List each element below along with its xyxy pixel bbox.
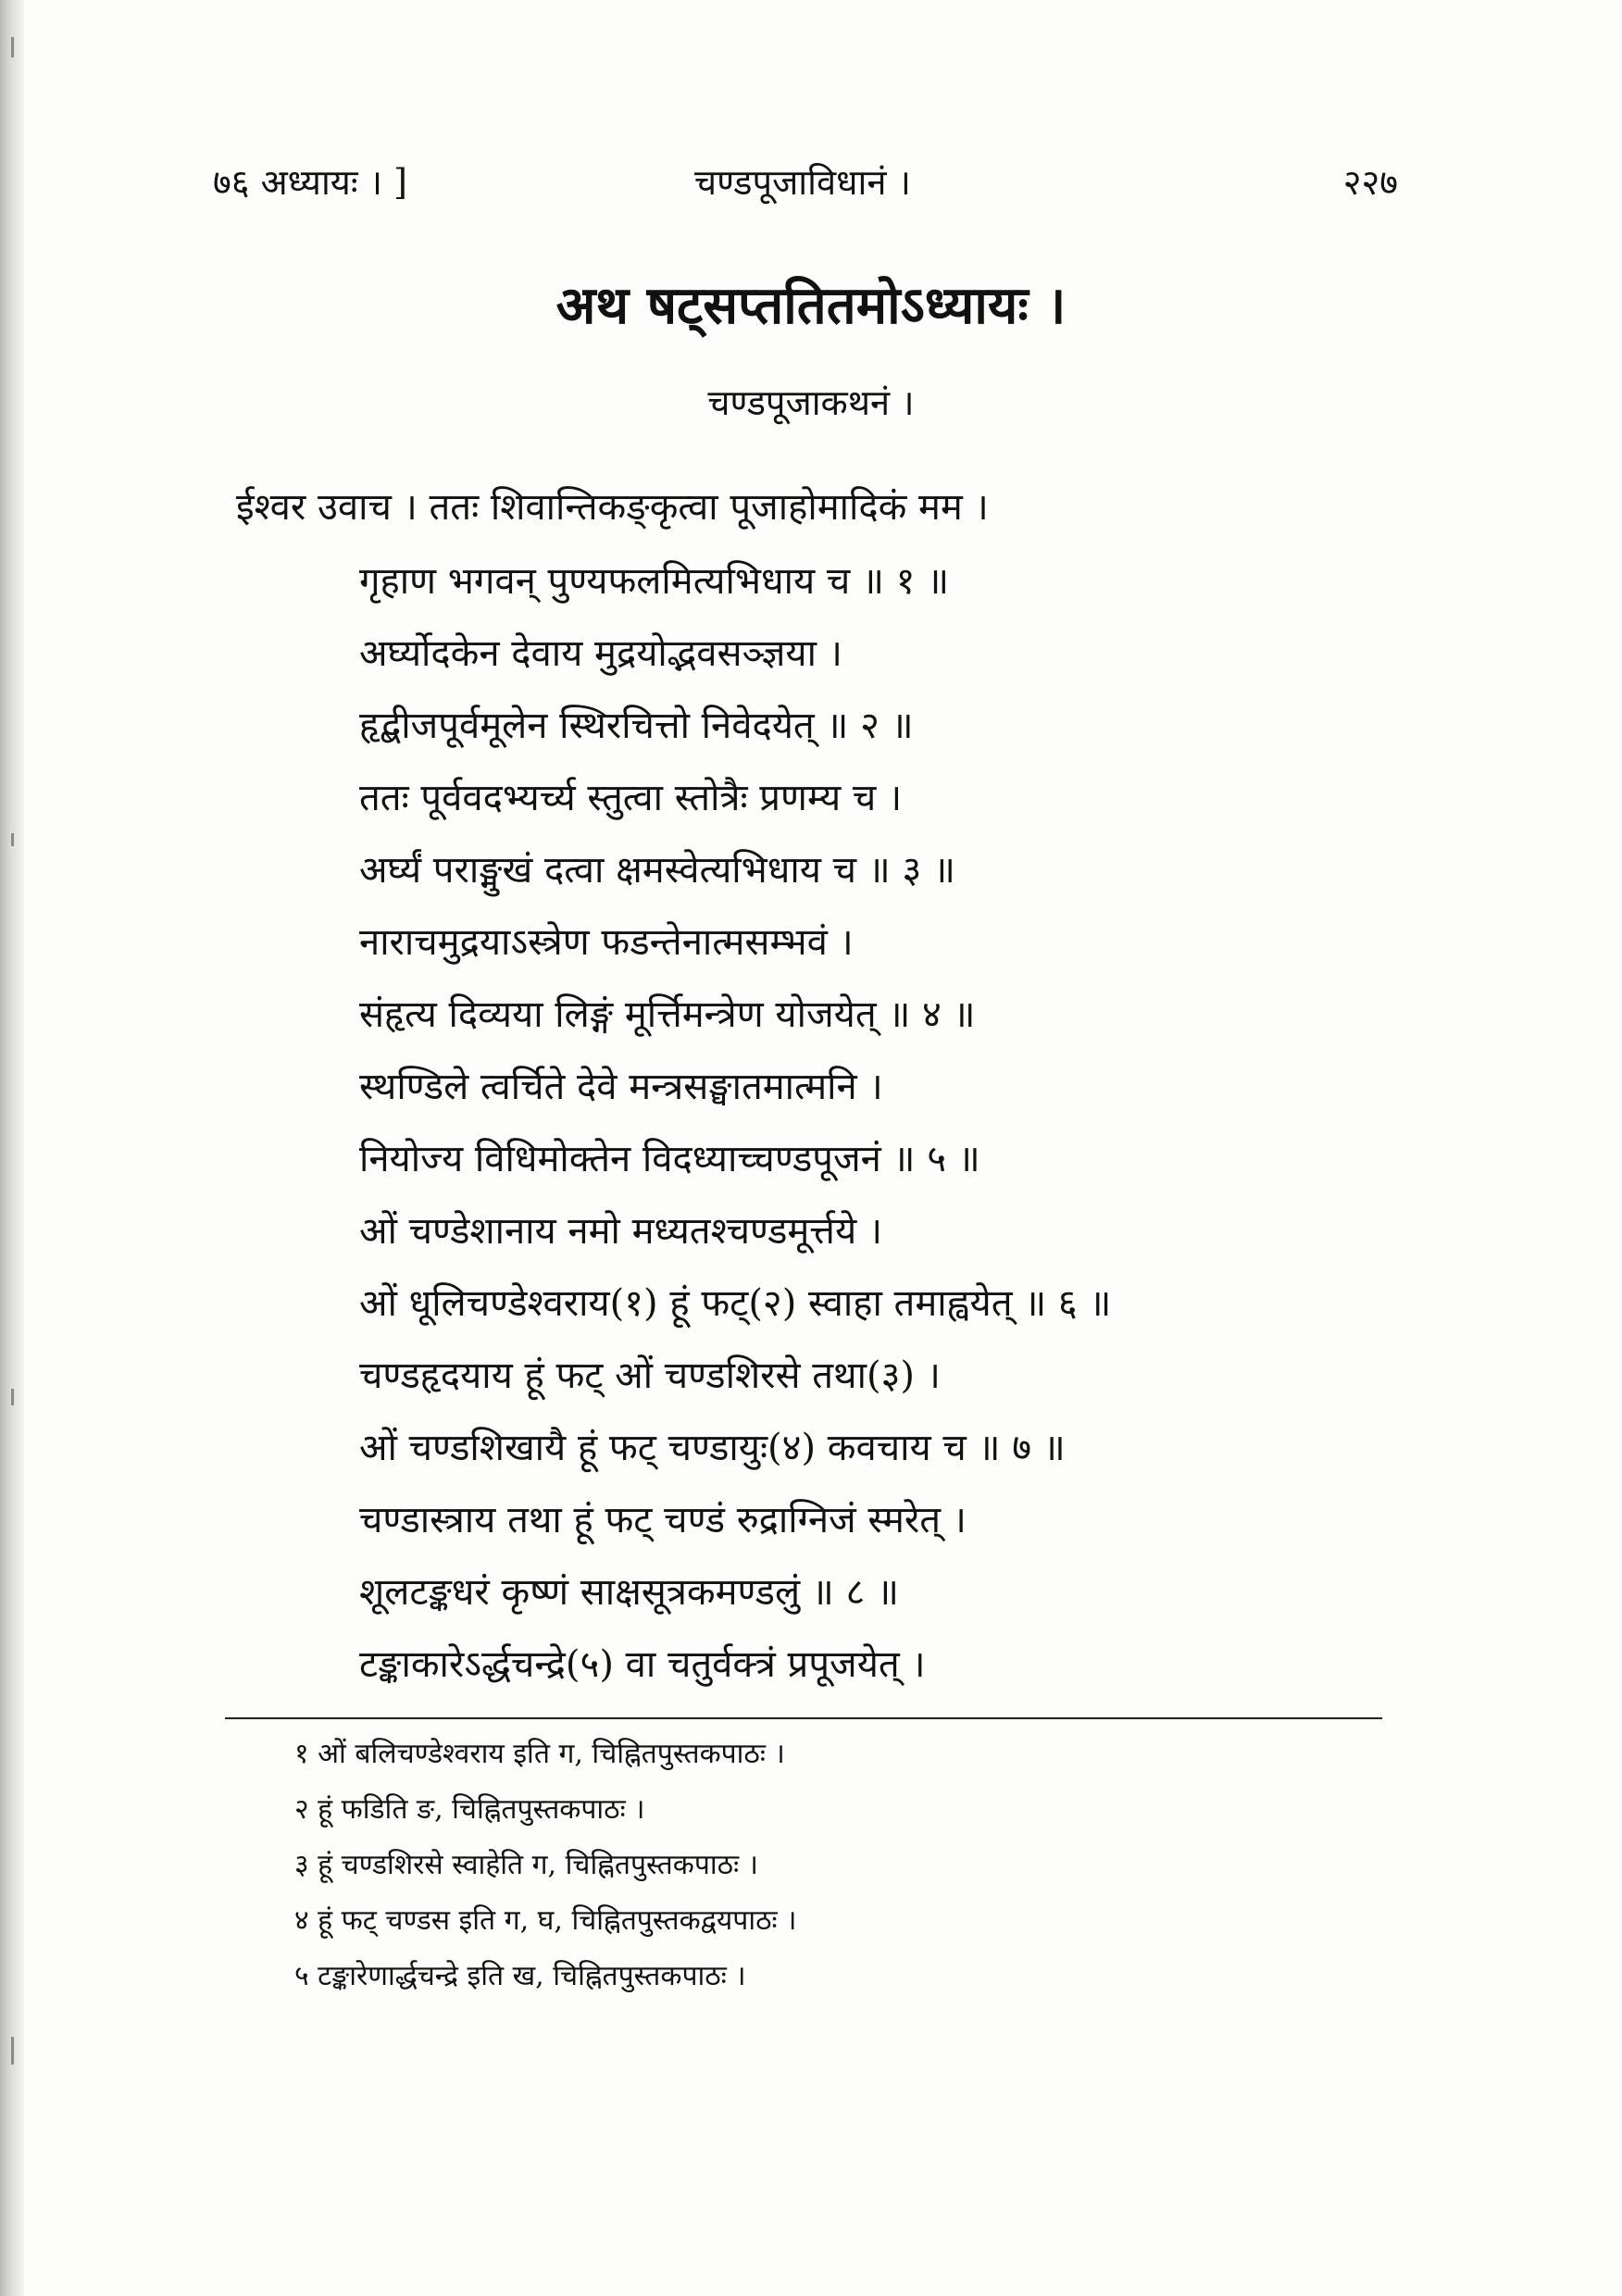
verse-line: अर्घ्यं पराङ्मुखं दत्वा क्षमस्वेत्यभिधाय च ॥ ३ ॥ xyxy=(359,849,955,892)
verse-line: चण्डहृदयाय हूं फट् ओं चण्डशिरसे तथा(३) । xyxy=(359,1354,941,1397)
verse-line: संहृत्य दिव्यया लिङ्गं मूर्त्तिमन्त्रेण योजयेत् ॥ ४ ॥ xyxy=(359,993,976,1036)
verse-line: ओं धूलिचण्डेश्वराय(१) हूं फट्(२) स्वाहा तमाह्वयेत् ॥ ६ ॥ xyxy=(359,1282,1112,1325)
verse-line: ओं चण्डशिखायै हूं फट् चण्डायुः(४) कवचाय च ॥ ७ ॥ xyxy=(359,1427,1066,1469)
running-title: चण्डपूजाविधानं । xyxy=(694,162,911,203)
verse-line: अर्घ्योदकेन देवाय मुद्रयोद्भवसञ्ज्ञया । xyxy=(359,632,842,675)
verse-line: टङ्काकारेऽर्द्धचन्द्रे(५) वा चतुर्वक्त्रं प्रपूजयेत् । xyxy=(359,1643,926,1686)
verse-line: ईश्वर उवाच । ततः शिवान्तिकङ्कृत्वा पूजाहोमादिकं मम । xyxy=(236,486,989,529)
chapter-subtitle: चण्डपूजाकथनं । xyxy=(707,382,915,423)
verse-line: नाराचमुद्रयाऽस्त्रेण फडन्तेनात्मसम्भवं । xyxy=(359,921,854,964)
footnote: ४ हूं फट् चण्डस इति ग, घ, चिह्नितपुस्तकद्वयपाठः । xyxy=(294,1904,797,1937)
footnote: १ ओं बलिचण्डेश्वराय इति ग, चिह्नितपुस्तकपाठः । xyxy=(294,1738,785,1770)
chapter-title: अथ षट्सप्ततितमोऽध्यायः । xyxy=(555,275,1067,336)
footnote: ३ हूं चण्डशिरसे स्वाहेति ग, चिह्नितपुस्तकपाठः । xyxy=(294,1849,759,1881)
footnote-divider xyxy=(225,1717,1382,1719)
verse-line: गृहाण भगवन् पुण्यफलमित्यभिधाय च ॥ १ ॥ xyxy=(359,560,950,603)
verse-line: ततः पूर्ववदभ्यर्च्य स्तुत्वा स्तोत्रैः प्रणम्य च । xyxy=(359,777,903,819)
verse-line: ओं चण्डेशानाय नमो मध्यतश्चण्डमूर्त्तये । xyxy=(359,1210,883,1253)
verse-line: नियोज्य विधिमोक्तेन विदध्याच्चण्डपूजनं ॥ ५ ॥ xyxy=(359,1138,980,1180)
verse-line: चण्डास्त्राय तथा हूं फट् चण्डं रुद्राग्निजं स्मरेत् । xyxy=(359,1499,967,1541)
footnote: ५ टङ्कारेणार्द्धचन्द्रे इति ख, चिह्नितपुस्तकपाठः । xyxy=(294,1960,746,1992)
page-number: २२७ xyxy=(1342,162,1398,203)
footnote: २ हूं फडिति ङ, चिह्नितपुस्तकपाठः । xyxy=(294,1793,645,1826)
verse-line: स्थण्डिले त्वर्चिते देवे मन्त्रसङ्घातमात्मनि । xyxy=(359,1066,883,1108)
chapter-reference: ७६ अध्यायः । ] xyxy=(213,162,407,203)
verse-line: हृद्बीजपूर्वमूलेन स्थिरचित्तो निवेदयेत् ॥ २ ॥ xyxy=(359,705,914,747)
verse-line: शूलटङ्कधरं कृष्णं साक्षसूत्रकमण्डलुं ॥ ८ ॥ xyxy=(359,1571,899,1614)
